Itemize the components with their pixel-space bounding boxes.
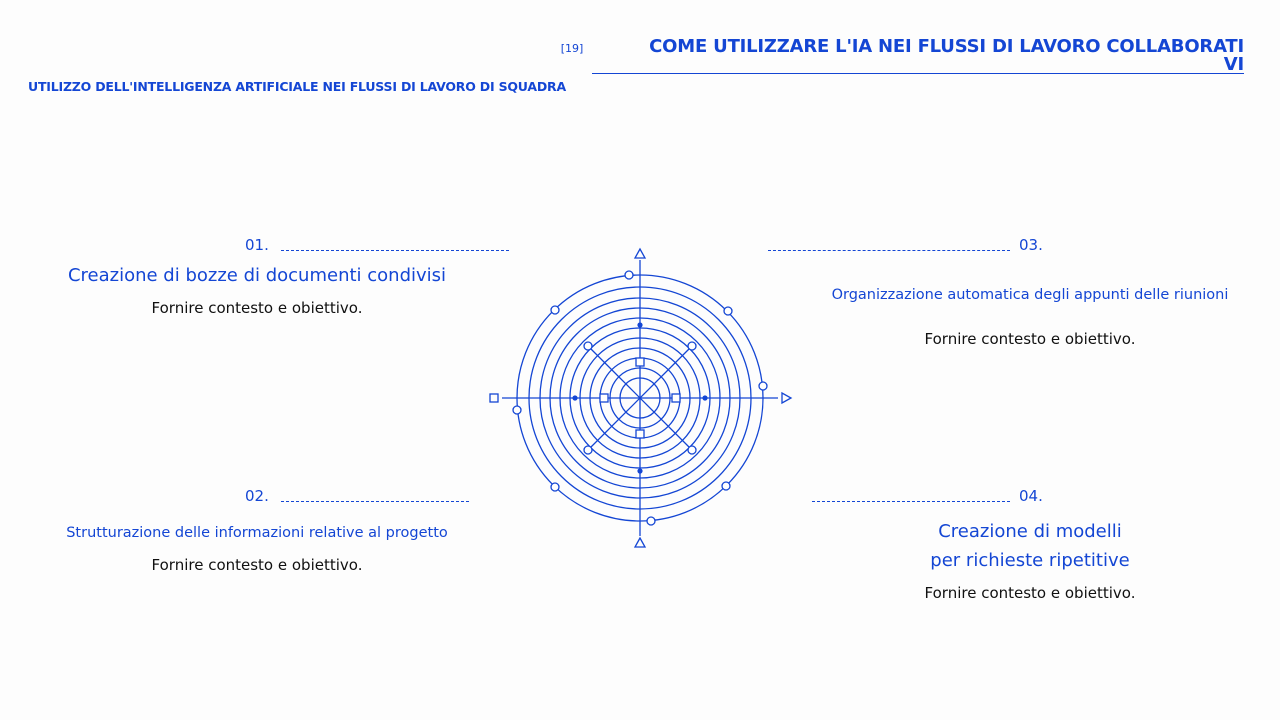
item-divider-01: [281, 250, 509, 251]
page-number: [19]: [560, 42, 584, 55]
item-divider-04: [812, 501, 1010, 502]
item-number-01: 01.: [245, 236, 269, 254]
item-title-04-line2: per richieste ripetitive: [930, 550, 1130, 571]
title-divider: [592, 73, 1244, 74]
page-title: COME UTILIZZARE L'IA NEI FLUSSI DI LAVORO COLLABORATIVI: [649, 36, 1244, 75]
item-title-03: Organizzazione automatica degli appunti delle riunioni: [831, 287, 1229, 303]
item-divider-02: [281, 501, 469, 502]
item-description-04: Fornire contesto e obiettivo.: [924, 584, 1136, 602]
item-title-01: Creazione di bozze di documenti condivisi: [67, 265, 447, 286]
item-title-04-line1: Creazione di modelli: [938, 521, 1122, 542]
concentric-target-icon: [480, 240, 800, 560]
item-number-03: 03.: [1019, 236, 1043, 254]
page-subtitle: UTILIZZO DELL'INTELLIGENZA ARTIFICIALE NEI FLUSSI DI LAVORO DI SQUADRA: [28, 79, 566, 94]
item-divider-03: [768, 250, 1010, 251]
item-description-02: Fornire contesto e obiettivo.: [151, 556, 363, 574]
item-number-04: 04.: [1019, 487, 1043, 505]
item-number-02: 02.: [245, 487, 269, 505]
item-description-01: Fornire contesto e obiettivo.: [151, 299, 363, 317]
item-title-02: Strutturazione delle informazioni relative al progetto: [66, 525, 448, 541]
item-description-03: Fornire contesto e obiettivo.: [924, 330, 1136, 348]
